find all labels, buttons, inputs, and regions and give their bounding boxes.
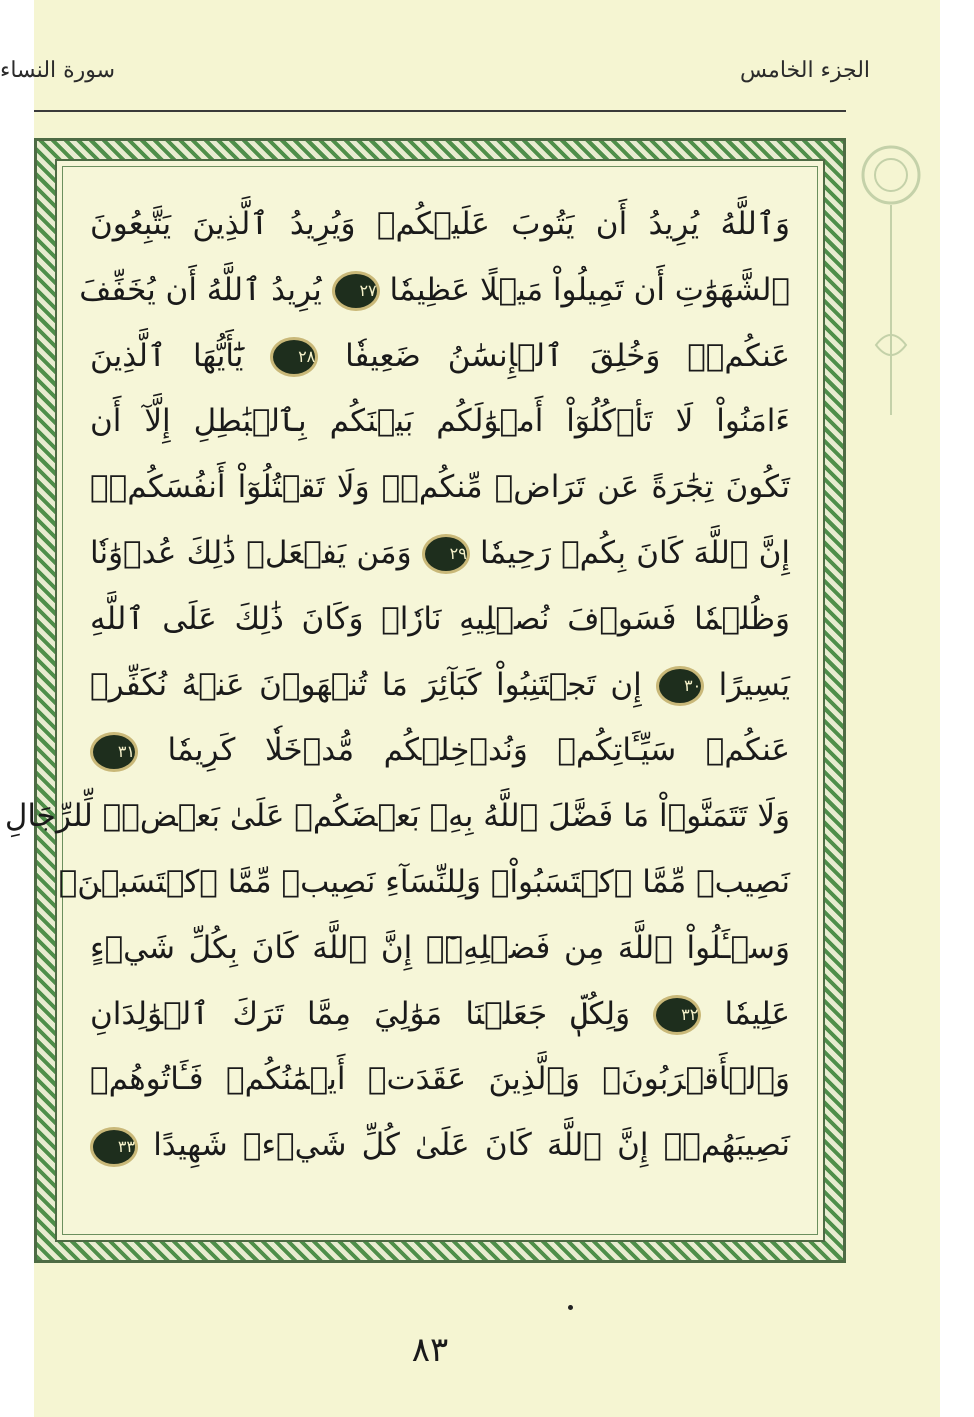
text-line: نَصِيبَهُمۡۚ إِنَّ ٱللَّهَ كَانَ عَلَىٰ كُلِّ شَيۡءٖ شَهِيدًا ٣٣ <box>90 1113 790 1179</box>
text-line: ٱلشَّهَوَٰتِ أَن تَمِيلُواْ مَيۡلًا عَظِيمٗا ٢٧ يُرِيدُ ٱللَّهُ أَن يُخَفِّفَ <box>90 258 790 324</box>
right-margin <box>940 0 974 1417</box>
header-rule <box>34 110 846 112</box>
ayah-marker: ٣٢ <box>653 995 701 1035</box>
ayah-marker: ٣٠ <box>656 666 704 706</box>
ayah-marker: ٢٨ <box>270 337 318 377</box>
ayah-marker: ٣٣ <box>90 1127 138 1167</box>
text-line: عَنكُمۡ سَيِّـَٔاتِكُمۡ وَنُدۡخِلۡكُم مُّدۡخَلٗا كَرِيمٗا ٣١ <box>90 718 790 784</box>
text-line: وَلَا تَتَمَنَّوۡاْ مَا فَضَّلَ ٱللَّهُ بِهِۦ بَعۡضَكُمۡ عَلَىٰ بَعۡضٖۚ لِّلرِّجَالِ <box>4 798 790 835</box>
text-line: وَٱلۡأَقۡرَبُونَۚ وَٱلَّذِينَ عَقَدَتۡ أَيۡمَٰنُكُمۡ فَـَٔاتُوهُمۡ <box>90 1061 790 1098</box>
ayah-marker: ٢٩ <box>422 534 470 574</box>
text-line: ءَامَنُواْ لَا تَأۡكُلُوٓاْ أَمۡوَٰلَكُم بَيۡنَكُم بِٱلۡبَٰطِلِ إِلَّآ أَن <box>90 403 790 440</box>
page-number: ٨٣ <box>411 1330 449 1370</box>
quran-text <box>4 192 791 1179</box>
text-line: تَكُونَ تِجَٰرَةً عَن تَرَاضٖ مِّنكُمۡۚ وَلَا تَقۡتُلُوٓاْ أَنفُسَكُمۡۚ <box>90 469 790 506</box>
side-ornament-icon <box>856 95 926 425</box>
text-line: نَصِيبٞ مِّمَّا ٱكۡتَسَبُواْۖ وَلِلنِّسَآءِ نَصِيبٞ مِّمَّا ٱكۡتَسَبۡنَۚ <box>58 863 790 900</box>
left-margin <box>0 0 34 1417</box>
text-line: وَٱللَّهُ يُرِيدُ أَن يَتُوبَ عَلَيۡكُمۡ وَيُرِيدُ ٱلَّذِينَ يَتَّبِعُونَ <box>90 206 790 242</box>
juz-header: الجزء الخامس <box>740 58 871 83</box>
text-line: يَسِيرًا ٣٠ إِن تَجۡتَنِبُواْ كَبَآئِرَ مَا تُنۡهَوۡنَ عَنۡهُ نُكَفِّرۡ <box>90 653 790 719</box>
ayah-marker: ٢٧ <box>332 271 380 311</box>
text-line: إِنَّ ٱللَّهَ كَانَ بِكُمۡ رَحِيمٗا ٢٩ وَمَن يَفۡعَلۡ ذَٰلِكَ عُدۡوَٰنٗا <box>90 521 790 587</box>
page-dot <box>568 1305 573 1310</box>
ayah-marker: ٣١ <box>90 732 138 772</box>
text-line: عَلِيمٗا ٣٢ وَلِكُلّٖ جَعَلۡنَا مَوَٰلِيَ مِمَّا تَرَكَ ٱلۡوَٰلِدَانِ <box>90 982 790 1048</box>
text-line: عَنكُمۡۚ وَخُلِقَ ٱلۡإِنسَٰنُ ضَعِيفٗا ٢٨ يَٰٓأَيُّهَا ٱلَّذِينَ <box>90 324 790 390</box>
text-line: وَظُلۡمٗا فَسَوۡفَ نُصۡلِيهِ نَارٗاۚ وَكَانَ ذَٰلِكَ عَلَى ٱللَّهِ <box>90 600 790 637</box>
text-line: وَسۡـَٔلُواْ ٱللَّهَ مِن فَضۡلِهِۦٓۚ إِنَّ ٱللَّهَ كَانَ بِكُلِّ شَيۡءٍ <box>90 929 790 966</box>
surah-header: سورة النساء <box>0 58 116 83</box>
